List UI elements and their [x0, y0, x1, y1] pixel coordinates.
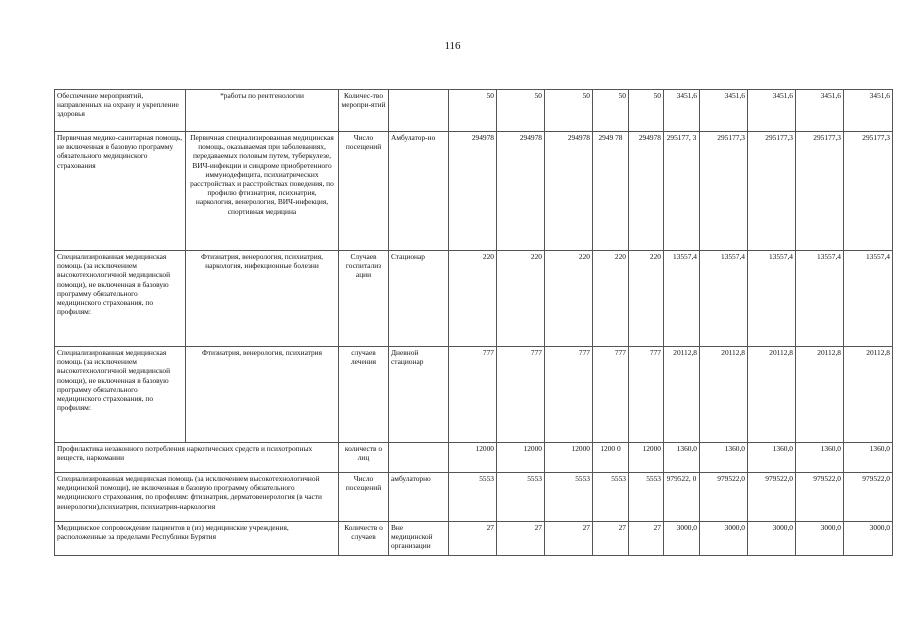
condition-cell: Дневной стационар	[389, 347, 449, 443]
profile-cell: Фтизиатрия, венерология, психиатрия	[186, 347, 339, 443]
direction-cell: Специализированная медицинская помощь (за исключением высокотехнологичной медицинской помощи), не включенная в базовую программу обязательного медицинского страхования, по профилям: фтизиатрия, дерматовенерология (в части венерологии),психиатрия, психиатрия-наркология	[55, 473, 339, 522]
volume-cell: 12000	[629, 443, 664, 473]
cost-cell: 1360,0	[700, 443, 748, 473]
volume-cell: 220	[449, 251, 497, 347]
cost-cell: 979522,0	[748, 473, 796, 522]
cost-cell: 295177,3	[844, 132, 893, 251]
volume-cell: 220	[545, 251, 593, 347]
cost-cell: 3451,6	[748, 90, 796, 132]
direction-cell: Обеспечение мероприятий, направленных на охрану и укрепление здоровья	[55, 90, 186, 132]
services-table	[54, 89, 893, 556]
table-row	[55, 443, 893, 473]
volume-cell: 777	[497, 347, 545, 443]
volume-cell: 220	[497, 251, 545, 347]
volume-cell: 50	[629, 90, 664, 132]
cost-cell: 295177, 3	[664, 132, 700, 251]
cost-cell: 3451,6	[796, 90, 844, 132]
direction-cell: Первичная медико-санитарная помощь, не включенная в базовую программу обязательного медицинского страхования	[55, 132, 186, 251]
cost-cell: 13557,4	[844, 251, 893, 347]
volume-cell: 27	[497, 522, 545, 556]
unit-cell: Число посещений	[339, 132, 389, 251]
cost-cell: 3000,0	[748, 522, 796, 556]
cost-cell: 295177,3	[796, 132, 844, 251]
condition-cell: Амбулатор-но	[389, 132, 449, 251]
cost-cell: 20112,8	[748, 347, 796, 443]
unit-cell: Количеств о случаев	[339, 522, 389, 556]
volume-cell: 294978	[497, 132, 545, 251]
volume-cell: 777	[593, 347, 629, 443]
table-row	[55, 347, 893, 443]
direction-cell: Профилактика незаконного потребления наркотических средств и психотропных веществ, наркомании	[55, 443, 339, 473]
page-number: 116	[444, 40, 461, 52]
table-row	[55, 473, 893, 522]
volume-cell: 294978	[449, 132, 497, 251]
unit-cell: Число посещений	[339, 473, 389, 522]
volume-cell: 294978	[629, 132, 664, 251]
volume-cell: 27	[629, 522, 664, 556]
table-row	[55, 251, 893, 347]
cost-cell: 1360,0	[748, 443, 796, 473]
cost-cell: 20112,8	[796, 347, 844, 443]
volume-cell: 5553	[449, 473, 497, 522]
cost-cell: 3000,0	[796, 522, 844, 556]
condition-cell: Вне медицинской организации	[389, 522, 449, 556]
volume-cell: 50	[449, 90, 497, 132]
cost-cell: 3000,0	[700, 522, 748, 556]
volume-cell: 50	[593, 90, 629, 132]
volume-cell: 27	[449, 522, 497, 556]
cost-cell: 979522,0	[796, 473, 844, 522]
volume-cell: 27	[593, 522, 629, 556]
cost-cell: 3451,6	[664, 90, 700, 132]
unit-cell: количеств о лиц	[339, 443, 389, 473]
direction-cell: Специализированная медицинская помощь (за исключением высокотехнологичной медицинской помощи), не включенная в базовую программу обязательного медицинского страхования, по профилям:	[55, 347, 186, 443]
volume-cell: 5553	[545, 473, 593, 522]
volume-cell: 777	[449, 347, 497, 443]
cost-cell: 295177,3	[700, 132, 748, 251]
cost-cell: 20112,8	[700, 347, 748, 443]
condition-cell	[389, 90, 449, 132]
cost-cell: 3451,6	[844, 90, 893, 132]
volume-cell: 12000	[497, 443, 545, 473]
cost-cell: 979522,0	[844, 473, 893, 522]
volume-cell: 27	[545, 522, 593, 556]
cost-cell: 3000,0	[844, 522, 893, 556]
volume-cell: 220	[593, 251, 629, 347]
volume-cell: 50	[497, 90, 545, 132]
volume-cell: 5553	[629, 473, 664, 522]
cost-cell: 20112,8	[844, 347, 893, 443]
volume-cell: 294978	[545, 132, 593, 251]
volume-cell: 1200 0	[593, 443, 629, 473]
volume-cell: 50	[545, 90, 593, 132]
table-row	[55, 522, 893, 556]
cost-cell: 979522, 0	[664, 473, 700, 522]
cost-cell: 3000,0	[664, 522, 700, 556]
volume-cell: 777	[629, 347, 664, 443]
profile-cell: *работы по рентгенологии	[186, 90, 339, 132]
cost-cell: 13557,4	[796, 251, 844, 347]
volume-cell: 5553	[593, 473, 629, 522]
table-row	[55, 132, 893, 251]
cost-cell: 13557,4	[700, 251, 748, 347]
cost-cell: 3451,6	[700, 90, 748, 132]
volume-cell: 220	[629, 251, 664, 347]
volume-cell: 12000	[545, 443, 593, 473]
direction-cell: Специализированная медицинская помощь (за исключением высокотехнологичной медицинской помощи), не включенная в базовую программу обязательного медицинского страхования, по профилям:	[55, 251, 186, 347]
unit-cell: случаев лечения	[339, 347, 389, 443]
table-row	[55, 90, 893, 132]
cost-cell: 20112,8	[664, 347, 700, 443]
cost-cell: 1360,0	[664, 443, 700, 473]
cost-cell: 979522,0	[700, 473, 748, 522]
profile-cell: Фтизиатрия, венерология, психиатрия, наркология, инфекционные болезни	[186, 251, 339, 347]
volume-cell: 12000	[449, 443, 497, 473]
direction-cell: Медицинское сопровождение пациентов в (из) медицинские учреждения, расположенные за пределами Республики Бурятия	[55, 522, 339, 556]
cost-cell: 13557,4	[664, 251, 700, 347]
condition-cell: Стационар	[389, 251, 449, 347]
cost-cell: 1360,0	[844, 443, 893, 473]
volume-cell: 2949 78	[593, 132, 629, 251]
cost-cell: 13557,4	[748, 251, 796, 347]
volume-cell: 5553	[497, 473, 545, 522]
cost-cell: 295177,3	[748, 132, 796, 251]
unit-cell: Случаев госпитализ ации	[339, 251, 389, 347]
profile-cell: Первичная специализированная медицинская помощь, оказываемая при заболеваниях, передаваемых половым путем, туберкулезе, ВИЧ-инфекции и синдроме приобретенного иммунодефицита, психиатрических расстройствах и расстройствах поведения, по профилю фтизиатрия, психиатрия, наркология, венерология, ВИЧ-инфекция, спортивная медицина	[186, 132, 339, 251]
condition-cell	[389, 443, 449, 473]
unit-cell: Количес-тво меропри-ятий	[339, 90, 389, 132]
condition-cell: амбулаторно	[389, 473, 449, 522]
cost-cell: 1360,0	[796, 443, 844, 473]
volume-cell: 777	[545, 347, 593, 443]
